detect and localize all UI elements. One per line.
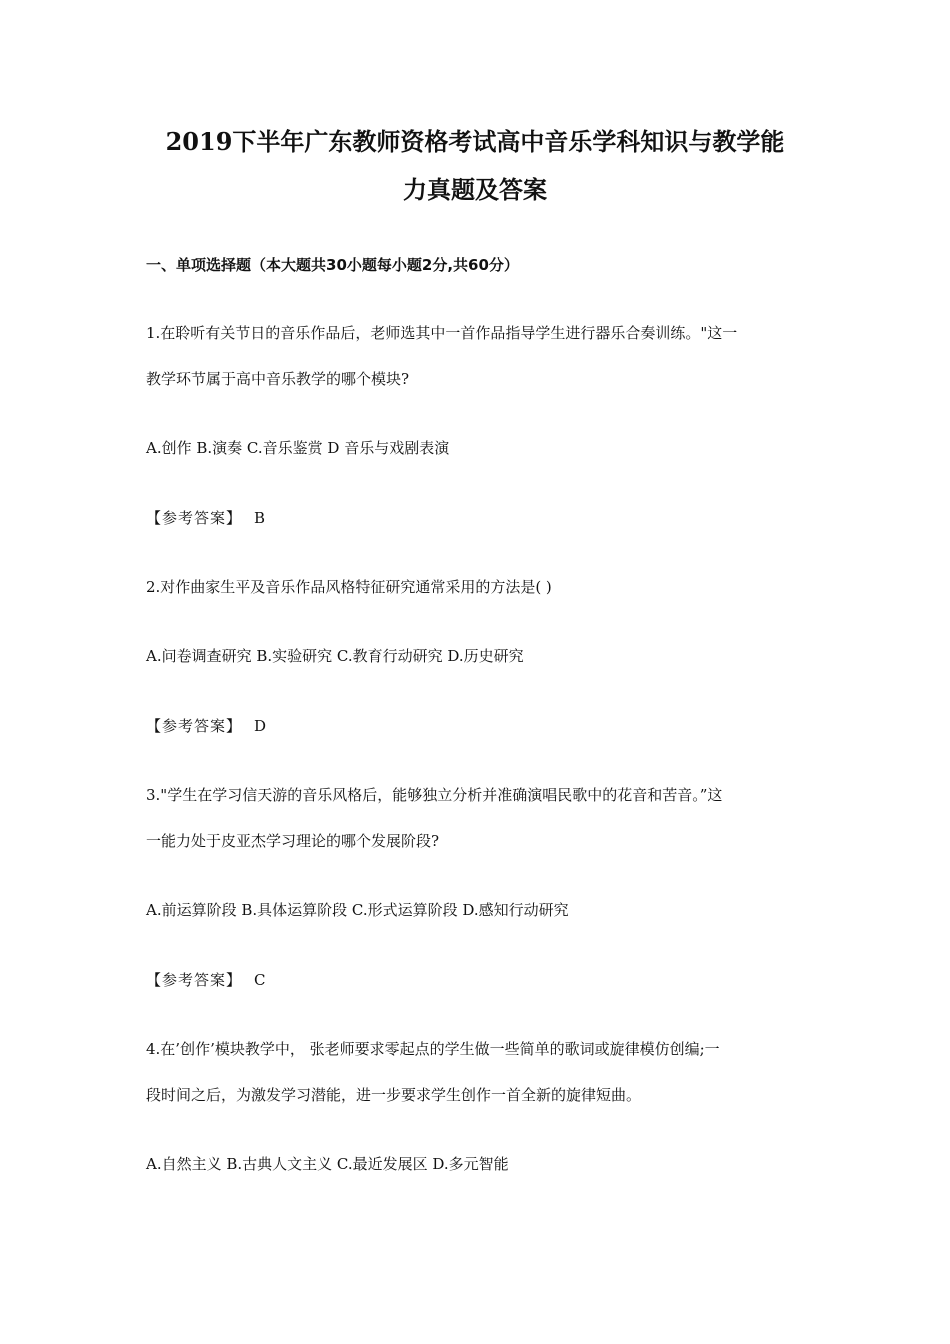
question-3-stem-line-1: 3."学生在学习信天游的音乐风格后，能够独立分析并准确演唱民歌中的花音和苦音。”这: [146, 786, 723, 804]
question-1-options: A.创作 B.演奏 C.音乐鉴赏 D 音乐与戏剧表演: [146, 439, 450, 457]
question-1-stem-line-2: 教学环节属于高中音乐教学的哪个模块?: [146, 370, 410, 388]
title-line-1: 2019下半年广东教师资格考试高中音乐学科知识与教学能: [165, 127, 785, 156]
question-2-stem-line-1: 2.对作曲家生平及音乐作品风格特征研究通常采用的方法是( ): [146, 578, 552, 596]
answer-label: 【参考答案】: [146, 717, 243, 735]
question-4-stem-line-1: 4.在’创作’模块教学中， 张老师要求零起点的学生做一些简单的歌词或旋律模仿创编;一: [146, 1040, 720, 1058]
answer-label: 【参考答案】: [146, 509, 243, 527]
question-3-answer: [146, 969, 266, 990]
answer-value: C: [254, 971, 266, 989]
question-3-options: A.前运算阶段 B.具体运算阶段 C.形式运算阶段 D.感知行动研究: [146, 901, 569, 919]
document-title: [90, 118, 860, 214]
title-line-2: 力真题及答案: [403, 175, 547, 204]
question-4-options: A.自然主义 B.古典人文主义 C.最近发展区 D.多元智能: [146, 1155, 509, 1173]
question-1-answer: [146, 507, 265, 528]
answer-value: B: [254, 509, 266, 527]
section-heading: 一、单项选择题（本大题共30小题每小题2分,共60分）: [146, 256, 519, 274]
answer-label: 【参考答案】: [146, 971, 243, 989]
question-4-stem-line-2: 段时间之后，为激发学习潜能，进一步要求学生创作一首全新的旋律短曲。: [146, 1086, 642, 1104]
question-2-options: A.问卷调查研究 B.实验研究 C.教育行动研究 D.历史研究: [146, 647, 524, 665]
question-2-answer: [146, 715, 266, 736]
question-1-stem-line-1: 1.在聆听有关节日的音乐作品后，老师选其中一首作品指导学生进行器乐合奏训练。"这一: [146, 324, 738, 342]
question-3-stem-line-2: 一能力处于皮亚杰学习理论的哪个发展阶段?: [146, 832, 440, 850]
answer-value: D: [254, 717, 267, 735]
